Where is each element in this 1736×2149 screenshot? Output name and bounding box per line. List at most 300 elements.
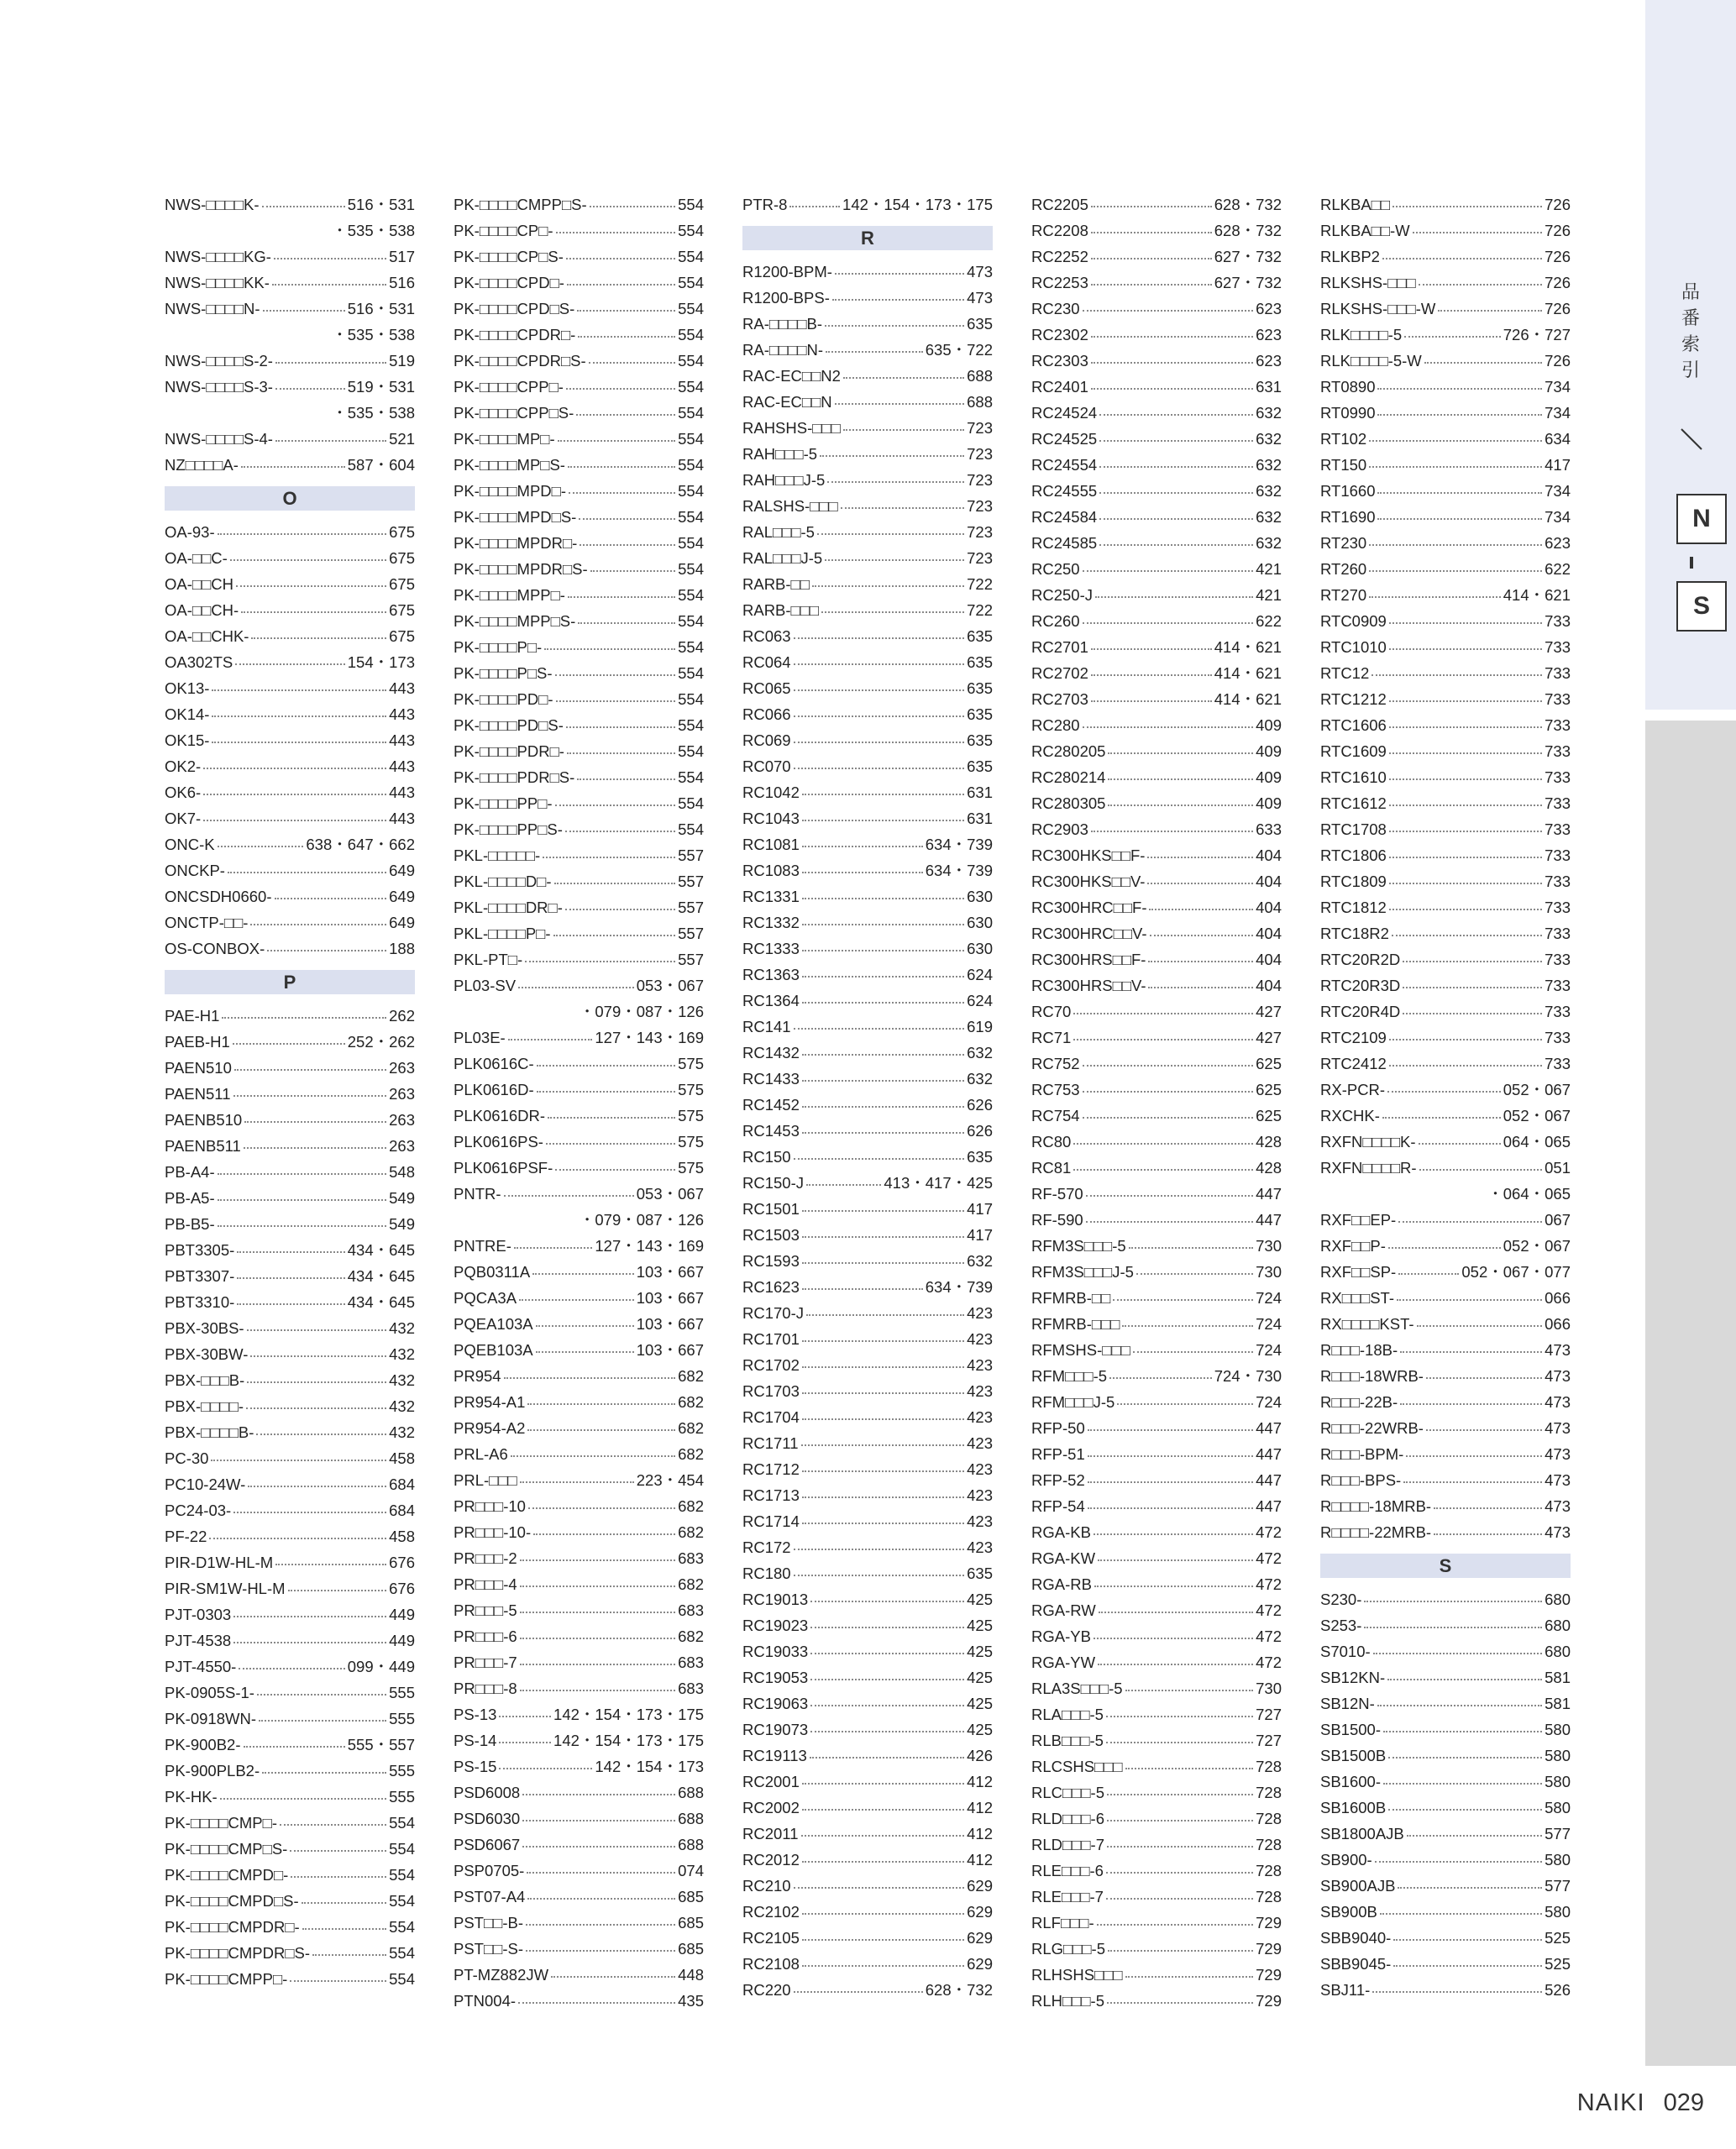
page-references: 052・067 <box>1503 1081 1571 1098</box>
dot-leader <box>528 1507 675 1509</box>
index-entry <box>454 1597 704 1623</box>
part-number: PC-30 <box>165 1449 209 1467</box>
part-number: RFMRB-□□□ <box>1031 1315 1120 1333</box>
dot-leader <box>1377 1705 1542 1706</box>
index-entry <box>1031 1441 1282 1467</box>
index-entry <box>454 842 704 868</box>
part-number: PTR-8 <box>742 196 788 213</box>
index-entry <box>1320 868 1571 894</box>
dot-leader <box>1099 414 1253 416</box>
dot-leader <box>1088 1481 1253 1483</box>
dot-leader <box>218 846 304 847</box>
range-dash <box>1690 557 1693 569</box>
dot-leader <box>1389 778 1542 780</box>
page-references: 448 <box>678 1966 704 1984</box>
dot-leader <box>1388 1757 1542 1759</box>
index-entry <box>165 857 415 883</box>
page-references: 575 <box>678 1081 704 1098</box>
dot-leader <box>589 362 675 364</box>
page-references: 447 <box>1256 1497 1282 1515</box>
page-references: 443 <box>389 784 415 801</box>
index-entry <box>1031 764 1282 790</box>
index-entry <box>1031 191 1282 218</box>
page-references: 554 <box>389 1970 415 1988</box>
index-entry <box>1031 582 1282 608</box>
part-number: RC2012 <box>742 1851 800 1869</box>
dot-leader <box>1403 1013 1542 1014</box>
page-references: 426 <box>967 1747 993 1764</box>
dot-leader <box>262 1772 386 1774</box>
range-start-letter: N <box>1676 494 1727 544</box>
part-number: RFMSHS-□□□ <box>1031 1341 1130 1359</box>
part-number: RTC1612 <box>1320 794 1387 812</box>
page-references: 554 <box>678 274 704 291</box>
index-entry <box>742 1404 993 1430</box>
dot-leader <box>1383 1731 1542 1732</box>
part-number: PR□□□-6 <box>454 1627 517 1645</box>
page-references: 427 <box>1256 1029 1282 1046</box>
part-number: RC24555 <box>1031 482 1098 500</box>
page-references: 682 <box>678 1575 704 1593</box>
dot-leader <box>544 648 675 650</box>
index-entry <box>1320 1847 1571 1873</box>
index-entry <box>1320 1155 1571 1181</box>
index-column-1 <box>165 191 415 2014</box>
part-number: PR□□□-5 <box>454 1601 517 1619</box>
page-references: 632 <box>1256 482 1282 500</box>
dot-leader <box>1106 1898 1253 1900</box>
dot-leader <box>1369 466 1542 468</box>
dot-leader <box>218 1199 386 1201</box>
dot-leader <box>504 1195 634 1197</box>
part-number: PK-□□□□PDR□- <box>454 742 564 760</box>
part-number: PKL-□□□□P□- <box>454 925 551 942</box>
page-references: 575 <box>678 1159 704 1177</box>
dot-leader <box>1150 935 1254 936</box>
dot-leader <box>556 700 676 702</box>
part-number: R□□□-22WRB- <box>1320 1419 1424 1437</box>
index-entry <box>165 1888 415 1914</box>
index-entry <box>165 805 415 831</box>
index-entry <box>1031 972 1282 998</box>
part-number: RTC18R2 <box>1320 925 1389 942</box>
part-number: NWS-□□□□K- <box>165 196 260 213</box>
dot-leader <box>1073 1039 1253 1040</box>
index-entry <box>454 1103 704 1129</box>
index-entry <box>1320 322 1571 348</box>
page-references: 443 <box>389 705 415 723</box>
index-entry <box>742 1821 993 1847</box>
part-number: SBB9045- <box>1320 1955 1392 1973</box>
index-entry <box>1031 608 1282 634</box>
page-references: 734 <box>1545 482 1571 500</box>
dot-leader <box>1434 1507 1542 1509</box>
index-entry <box>1031 1806 1282 1832</box>
dot-leader <box>1389 831 1542 832</box>
page-references: 412 <box>967 1851 993 1869</box>
index-entry <box>1320 582 1571 608</box>
part-number: RC2208 <box>1031 222 1088 239</box>
dot-leader <box>1083 570 1254 572</box>
page-references: 649 <box>389 914 415 931</box>
part-number: NWS-□□□□KG- <box>165 248 271 265</box>
dot-leader <box>1389 909 1542 910</box>
dot-leader <box>1403 1481 1542 1483</box>
page-references: 554 <box>678 560 704 578</box>
dot-leader <box>802 1236 964 1238</box>
dot-leader <box>802 1366 964 1368</box>
index-entry <box>1320 712 1571 738</box>
page-references: 726 <box>1545 248 1571 265</box>
index-entry <box>454 1779 704 1806</box>
page-references: 733 <box>1545 977 1571 994</box>
part-number: PAEN510 <box>165 1059 232 1077</box>
page-references: 554 <box>678 794 704 812</box>
index-entry <box>1031 868 1282 894</box>
page-references: 630 <box>967 914 993 931</box>
dot-leader <box>1147 883 1253 884</box>
page-references: 728 <box>1256 1758 1282 1775</box>
index-entry <box>742 1612 993 1638</box>
part-number: RLKBA□□ <box>1320 196 1391 213</box>
part-number: OA-93- <box>165 523 215 541</box>
page-references: 727 <box>1256 1732 1282 1749</box>
part-number: RC066 <box>742 705 791 723</box>
dot-leader <box>504 1377 676 1379</box>
part-number: S7010- <box>1320 1643 1371 1660</box>
part-number: RT0990 <box>1320 404 1376 422</box>
index-entry <box>165 519 415 545</box>
index-entry <box>165 1966 415 1992</box>
dot-leader <box>1091 284 1212 286</box>
part-number: RC1432 <box>742 1044 800 1061</box>
index-entry <box>1320 348 1571 374</box>
page-references: 581 <box>1545 1669 1571 1686</box>
dot-leader <box>525 961 675 962</box>
dot-leader <box>218 1225 386 1227</box>
part-number: PST□□-B- <box>454 1914 523 1931</box>
dot-leader <box>222 1017 386 1019</box>
index-entry <box>1320 478 1571 504</box>
page-references: 631 <box>1256 378 1282 396</box>
index-entry <box>1031 894 1282 920</box>
part-number: PQEB103A <box>454 1341 533 1359</box>
page-references: 675 <box>389 627 415 645</box>
part-number: RLD□□□-6 <box>1031 1810 1104 1827</box>
index-entry <box>742 415 993 441</box>
index-entry <box>1031 1675 1282 1701</box>
dot-leader <box>555 674 676 676</box>
index-entry <box>1320 1103 1571 1129</box>
part-number: PLK0616PS- <box>454 1133 543 1151</box>
part-number: RC2001 <box>742 1773 800 1790</box>
part-number: PIR-D1W-HL-M <box>165 1554 274 1571</box>
page-references: 624 <box>967 966 993 983</box>
index-entry <box>165 1471 415 1497</box>
dot-leader <box>1091 336 1253 338</box>
page-references: 052・067 <box>1503 1107 1571 1124</box>
dot-leader <box>235 663 345 665</box>
page-references: 580 <box>1545 1851 1571 1869</box>
page-references: 733 <box>1545 1003 1571 1020</box>
part-number: PR954 <box>454 1367 501 1385</box>
part-number: PK-□□□□P□S- <box>454 664 553 682</box>
part-number: RC2253 <box>1031 274 1088 291</box>
part-number: RAC-EC□□N <box>742 393 832 411</box>
page-references: 580 <box>1545 1721 1571 1738</box>
dot-leader <box>794 1991 923 1993</box>
part-number: PB-B5- <box>165 1215 215 1233</box>
index-entry <box>1031 790 1282 816</box>
dot-leader <box>1369 544 1542 546</box>
dot-leader <box>1387 1091 1501 1093</box>
dot-leader <box>1372 1991 1542 1993</box>
page-references: 263 <box>389 1111 415 1129</box>
index-entry <box>165 296 415 322</box>
dot-leader <box>577 778 675 780</box>
page-references: 728 <box>1256 1836 1282 1853</box>
dot-leader <box>1400 1351 1542 1353</box>
part-number: PS-15 <box>454 1758 497 1775</box>
index-entry <box>454 1701 704 1727</box>
page-references: 675 <box>389 601 415 619</box>
part-number: RLH□□□-5 <box>1031 1992 1104 2010</box>
page-references: 434・645 <box>347 1293 415 1311</box>
index-column-5 <box>1320 191 1571 2014</box>
dot-leader <box>569 492 675 494</box>
dot-leader <box>275 362 386 364</box>
dot-leader <box>1400 1403 1542 1405</box>
index-entry <box>1031 1753 1282 1779</box>
part-number: RAH□□□J-5 <box>742 471 826 489</box>
page-references: 623 <box>1256 352 1282 370</box>
dot-leader <box>1088 1455 1253 1457</box>
page-references: 555 <box>389 1788 415 1806</box>
dot-leader <box>802 1002 964 1004</box>
page-references: 423 <box>967 1356 993 1374</box>
part-number: RT0890 <box>1320 378 1376 396</box>
part-number: RGA-RB <box>1031 1575 1092 1593</box>
dot-leader <box>555 805 676 806</box>
dot-leader <box>794 663 965 665</box>
page-references: ・079・087・126 <box>579 1003 704 1020</box>
page-references: 554 <box>678 664 704 682</box>
index-entry <box>454 1337 704 1363</box>
index-entry <box>454 1155 704 1181</box>
page-references: 472 <box>1256 1549 1282 1567</box>
page-references: 443 <box>389 757 415 775</box>
page-references: 443 <box>389 810 415 827</box>
index-entry <box>165 1914 415 1940</box>
index-entry <box>165 426 415 452</box>
page-references: 676 <box>389 1554 415 1571</box>
part-number: OK14- <box>165 705 210 723</box>
part-number: RC300HRS□□V- <box>1031 977 1146 994</box>
part-number: OA-□□CH- <box>165 601 239 619</box>
dot-leader <box>1419 284 1542 286</box>
page-references: 733 <box>1545 846 1571 864</box>
dot-leader <box>1393 1939 1542 1941</box>
part-number: PQEA103A <box>454 1315 533 1333</box>
dot-leader <box>817 533 964 535</box>
index-entry <box>1031 1858 1282 1884</box>
index-entry <box>742 1326 993 1352</box>
index-entry <box>742 571 993 597</box>
page-references: 724 <box>1256 1315 1282 1333</box>
page-references: 409 <box>1256 742 1282 760</box>
part-number: OA302TS <box>165 653 233 671</box>
index-entry <box>454 1623 704 1649</box>
index-entry <box>1320 660 1571 686</box>
page-references: 516 <box>389 274 415 291</box>
index-entry <box>1320 1795 1571 1821</box>
dot-leader <box>237 1277 344 1279</box>
part-number: NWS-□□□□S-2- <box>165 352 273 370</box>
index-entry <box>742 1690 993 1717</box>
page-references: 052・067・077 <box>1461 1263 1571 1281</box>
dot-leader <box>1083 1091 1254 1093</box>
page-references: 680 <box>1545 1591 1571 1608</box>
part-number: RC300HRS□□F- <box>1031 951 1146 968</box>
part-number: RC220 <box>742 1981 791 1999</box>
index-entry <box>1031 816 1282 842</box>
page-references: 726 <box>1545 352 1571 370</box>
index-entry <box>742 753 993 779</box>
page-references: 724 <box>1256 1289 1282 1307</box>
dot-leader <box>280 1824 386 1826</box>
index-entry <box>454 1077 704 1103</box>
dot-leader <box>526 1924 675 1926</box>
page-references: 555 <box>389 1762 415 1779</box>
part-number: PAEN511 <box>165 1085 231 1103</box>
page-references: 580 <box>1545 1747 1571 1764</box>
part-number: R□□□-18B- <box>1320 1341 1398 1359</box>
index-entry <box>1320 1519 1571 1545</box>
dot-leader <box>518 987 634 988</box>
part-number: RC1714 <box>742 1512 800 1530</box>
part-number: SB12N- <box>1320 1695 1375 1712</box>
dot-leader <box>566 726 675 728</box>
index-entry <box>165 1055 415 1081</box>
dot-leader <box>821 611 964 613</box>
page-references: 053・067 <box>636 1185 704 1203</box>
page-references: 649 <box>389 888 415 905</box>
index-entry <box>1320 1977 1571 2003</box>
index-entry <box>1320 1612 1571 1638</box>
part-number: RC063 <box>742 627 791 645</box>
page-references: 632 <box>1256 430 1282 448</box>
dot-leader <box>1122 1325 1253 1327</box>
dot-leader <box>1398 1273 1459 1275</box>
part-number: PAENB511 <box>165 1137 241 1155</box>
part-number: RT102 <box>1320 430 1367 448</box>
part-number: ONCSDH0660- <box>165 888 272 905</box>
part-number: RC2303 <box>1031 352 1088 370</box>
dot-leader <box>1371 674 1542 676</box>
page-references: 103・667 <box>636 1315 704 1333</box>
page-references: 729 <box>1256 1914 1282 1931</box>
dot-leader <box>802 898 964 899</box>
page-references: 629 <box>967 1903 993 1921</box>
index-entry <box>1031 1623 1282 1649</box>
index-entry <box>1031 1389 1282 1415</box>
part-number: RLHSHS□□□ <box>1031 1966 1123 1984</box>
page-references: 447 <box>1256 1445 1282 1463</box>
part-number: RXF□□P- <box>1320 1237 1386 1255</box>
dot-leader <box>566 388 675 390</box>
index-entry <box>165 675 415 701</box>
dot-leader <box>230 559 386 561</box>
page-references: 555 <box>389 1684 415 1701</box>
page-references: 409 <box>1256 716 1282 734</box>
part-number: R□□□□-22MRB- <box>1320 1523 1432 1541</box>
page-references: 626 <box>967 1122 993 1140</box>
page-references: 724 <box>1256 1341 1282 1359</box>
part-number: RGA-KW <box>1031 1549 1096 1567</box>
dot-leader <box>236 585 386 587</box>
page-references: 628・732 <box>1214 222 1282 239</box>
page-references: 425 <box>967 1591 993 1608</box>
index-entry <box>742 337 993 363</box>
index-entry <box>742 259 993 285</box>
page-references: 733 <box>1545 899 1571 916</box>
dot-leader <box>256 1434 386 1435</box>
page-references: 682 <box>678 1393 704 1411</box>
dot-leader <box>522 1820 675 1821</box>
dot-leader <box>794 637 965 639</box>
index-entry <box>1031 1025 1282 1051</box>
page-references: 554 <box>678 326 704 343</box>
page-references: 723 <box>967 419 993 437</box>
page-references: 684 <box>389 1475 415 1493</box>
page-references: 423 <box>967 1408 993 1426</box>
part-number: RC19073 <box>742 1721 809 1738</box>
page-references: 634・739 <box>925 862 993 879</box>
index-entry <box>1320 452 1571 478</box>
index-entry <box>454 1441 704 1467</box>
page-references: 726 <box>1545 300 1571 317</box>
part-number: RC300HKS□□F- <box>1031 846 1146 864</box>
dot-leader <box>527 1403 675 1405</box>
index-entry <box>1320 1873 1571 1899</box>
part-number: RC250-J <box>1031 586 1093 604</box>
page-references: 580 <box>1545 1773 1571 1790</box>
dot-leader <box>543 857 675 858</box>
dot-leader <box>801 1835 965 1837</box>
index-entry <box>165 1732 415 1758</box>
dot-leader <box>1438 310 1542 312</box>
page-references: 733 <box>1545 820 1571 838</box>
part-number: RC1453 <box>742 1122 800 1140</box>
part-number: RARB-□□□ <box>742 601 820 619</box>
part-number: RC1701 <box>742 1330 800 1348</box>
page-references: 554 <box>678 768 704 786</box>
page-references: 649 <box>389 862 415 879</box>
part-number: PK-□□□□MP□- <box>454 430 555 448</box>
dot-leader <box>835 403 964 405</box>
page-references: ・535・538 <box>332 222 415 239</box>
page-references: 722 <box>967 575 993 593</box>
part-number: RLG□□□-5 <box>1031 1940 1106 1958</box>
part-number: PC10-24W- <box>165 1475 246 1493</box>
part-number: PLK0616DR- <box>454 1107 546 1124</box>
side-title-char: 引 <box>1681 360 1700 381</box>
part-number: RC1332 <box>742 914 800 931</box>
page-references: 443 <box>389 679 415 697</box>
page-references: 634・739 <box>925 836 993 853</box>
page-references: 635・722 <box>925 341 993 359</box>
part-number: PBX-30BS- <box>165 1319 244 1337</box>
